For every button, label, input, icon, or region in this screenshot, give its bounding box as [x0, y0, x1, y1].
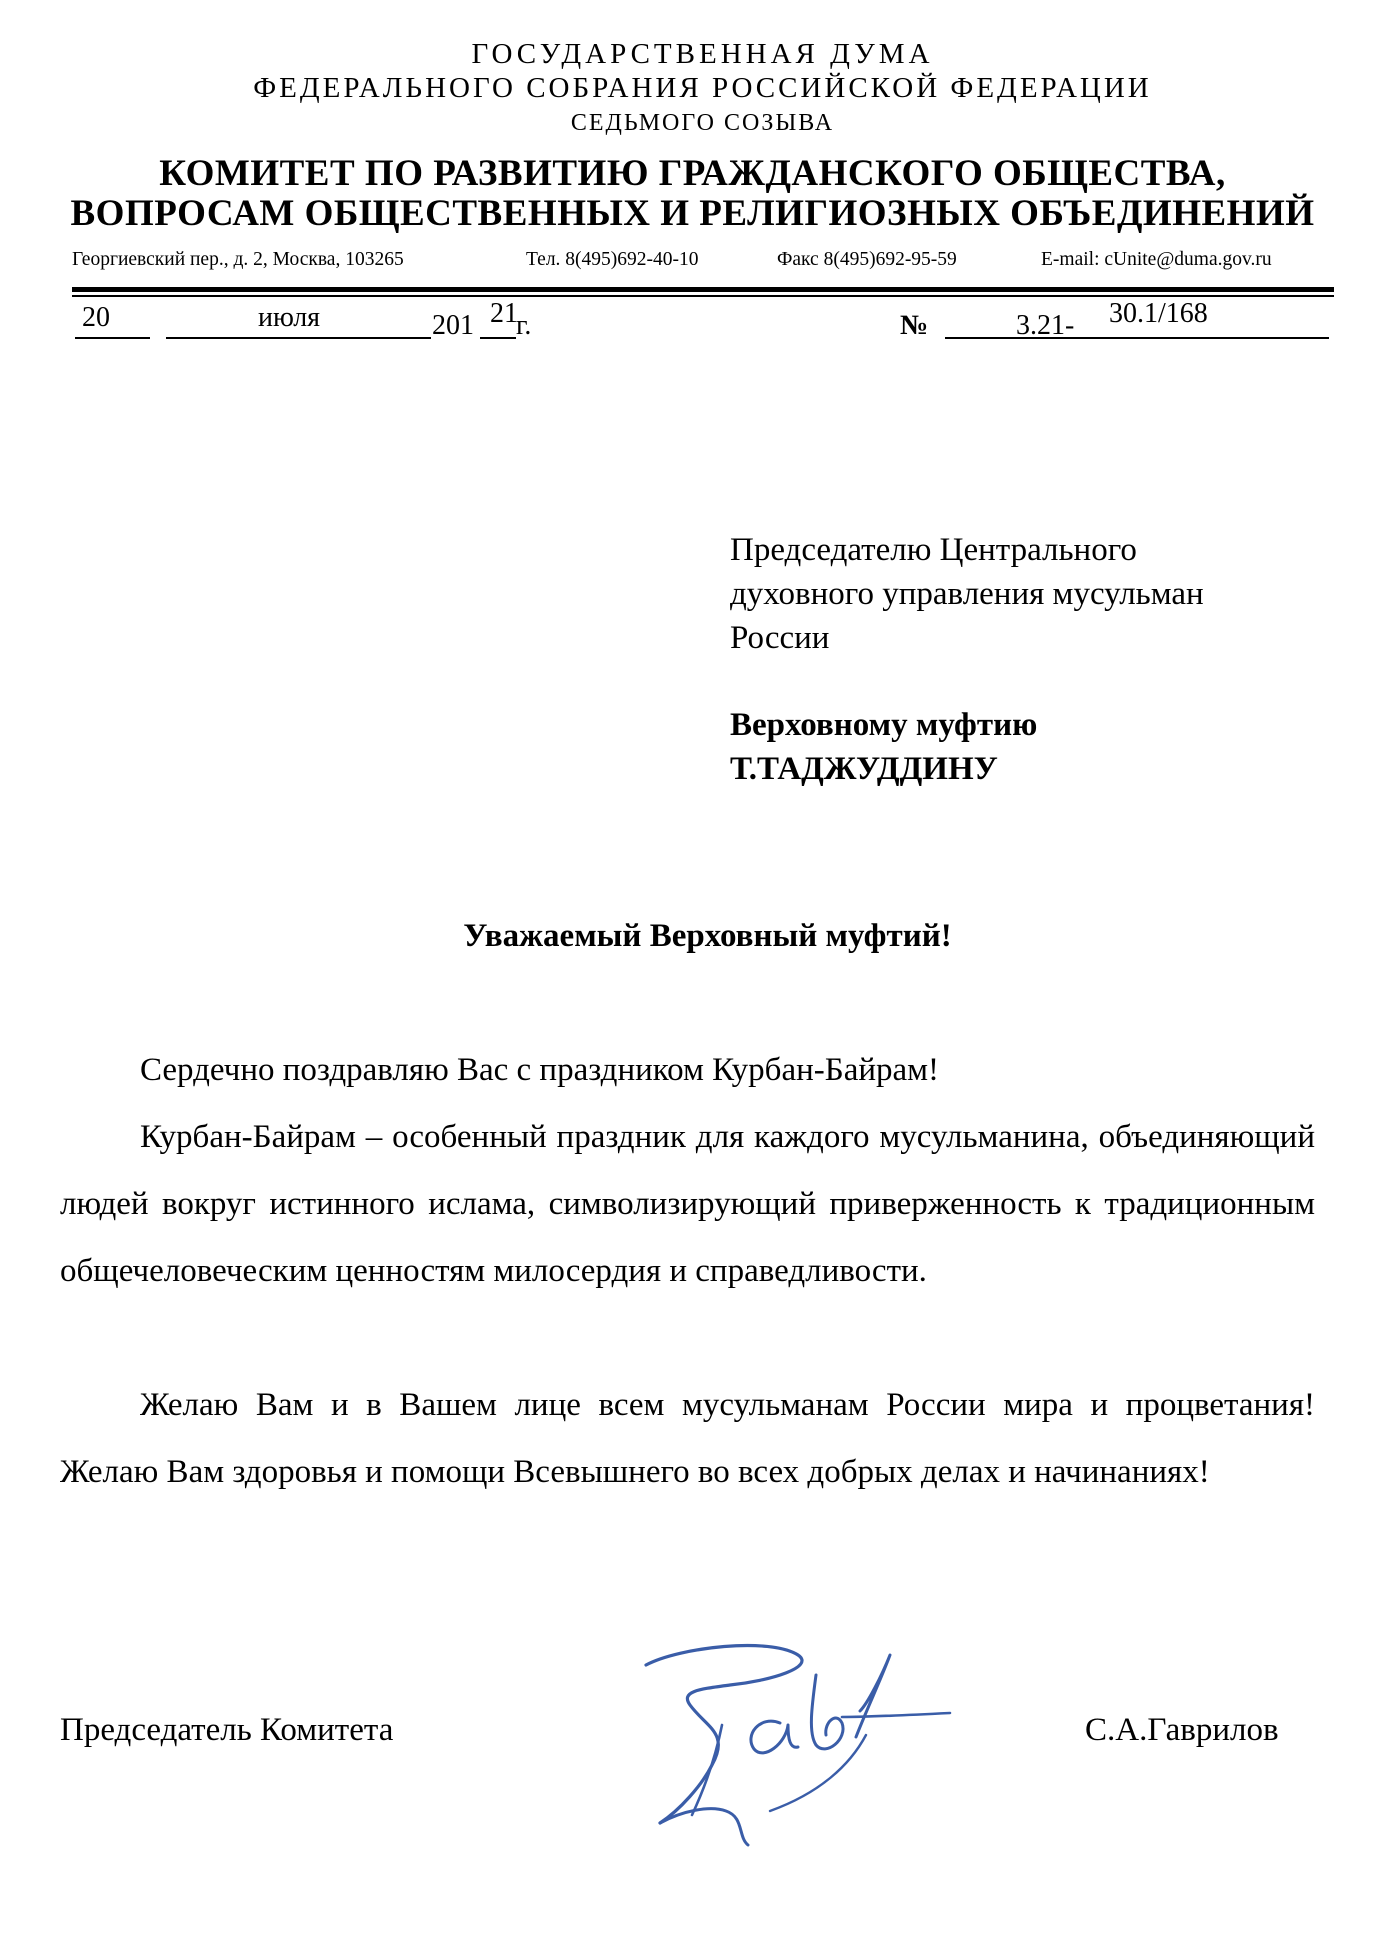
- body-paragraph-2: [60, 1104, 1315, 1305]
- signatory-name: С.А.Гаврилов: [1085, 1712, 1279, 1748]
- contact-address: Георгиевский пер., д. 2, Москва, 103265: [72, 249, 404, 270]
- salutation: Уважаемый Верховный муфтий!: [463, 918, 952, 954]
- reference-number-handwritten: 30.1/168: [1109, 298, 1208, 329]
- letterhead-convocation: СЕДЬМОГО СОЗЫВА: [570, 110, 835, 136]
- handwritten-signature: [620, 1615, 960, 1865]
- addressee-line3: России: [730, 620, 830, 656]
- addressee-title: Верховному муфтию: [730, 707, 1038, 743]
- letterhead-duma: ГОСУДАРСТВЕННАЯ ДУМА: [471, 38, 934, 70]
- reference-number-underline: [945, 337, 1329, 339]
- body-paragraph-3: [60, 1372, 1315, 1506]
- letterhead-contacts: [72, 249, 1334, 277]
- contact-phone: Тел. 8(495)692-40-10: [526, 249, 699, 270]
- signature-strokes: [646, 1646, 950, 1845]
- contact-fax: Факс 8(495)692-95-59: [777, 249, 957, 270]
- committee-name-line1: КОМИТЕТ ПО РАЗВИТИЮ ГРАЖДАНСКОГО ОБЩЕСТВА,: [159, 153, 1226, 194]
- date-day-underline: [75, 337, 150, 339]
- date-year-underline: [480, 337, 516, 339]
- date-year-prefix: 201: [432, 310, 474, 341]
- addressee-line2: духовного управления мусульман: [730, 576, 1204, 612]
- body-paragraph-3-text: Желаю Вам и в Вашем лице всем мусульманам России мира и процветания! Желаю Вам здоровья и помощи Всевышнего во всех добрых делах и начинаниях!: [60, 1387, 1315, 1490]
- date-year-suffix: г.: [516, 310, 532, 341]
- reference-number-prefix: 3.21-: [1016, 310, 1075, 341]
- signatory-position: Председатель Комитета: [60, 1712, 394, 1748]
- letterhead-divider-thin: [72, 295, 1334, 297]
- date-day: 20: [82, 302, 110, 333]
- letterhead-federal-assembly: ФЕДЕРАЛЬНОГО СОБРАНИЯ РОССИЙСКОЙ ФЕДЕРАЦИИ: [253, 72, 1152, 104]
- addressee-line1: Председателю Центрального: [730, 532, 1137, 568]
- body-paragraph-2-text: Курбан-Байрам – особенный праздник для каждого мусульманина, объединяющий людей вокруг истинного ислама, символизирующий приверженность к традиционным общечеловеческим ценностям милосердия и справедливости.: [60, 1119, 1315, 1289]
- reference-number-sign: №: [900, 310, 929, 341]
- contact-email: E-mail: cUnite@duma.gov.ru: [1041, 249, 1272, 270]
- date-month-underline: [166, 337, 431, 339]
- body-paragraph-1-text: Сердечно поздравляю Вас с праздником Курбан-Байрам!: [140, 1052, 940, 1088]
- committee-name-line2: ВОПРОСАМ ОБЩЕСТВЕННЫХ И РЕЛИГИОЗНЫХ ОБЪЕДИНЕНИЙ: [70, 193, 1315, 234]
- body-paragraph-1: [60, 1037, 1315, 1104]
- date-month: июля: [258, 302, 321, 333]
- addressee-name: Т.ТАДЖУДДИНУ: [730, 751, 998, 787]
- letterhead-divider-thick: [72, 287, 1334, 292]
- date-year-handwritten: 21: [490, 298, 518, 329]
